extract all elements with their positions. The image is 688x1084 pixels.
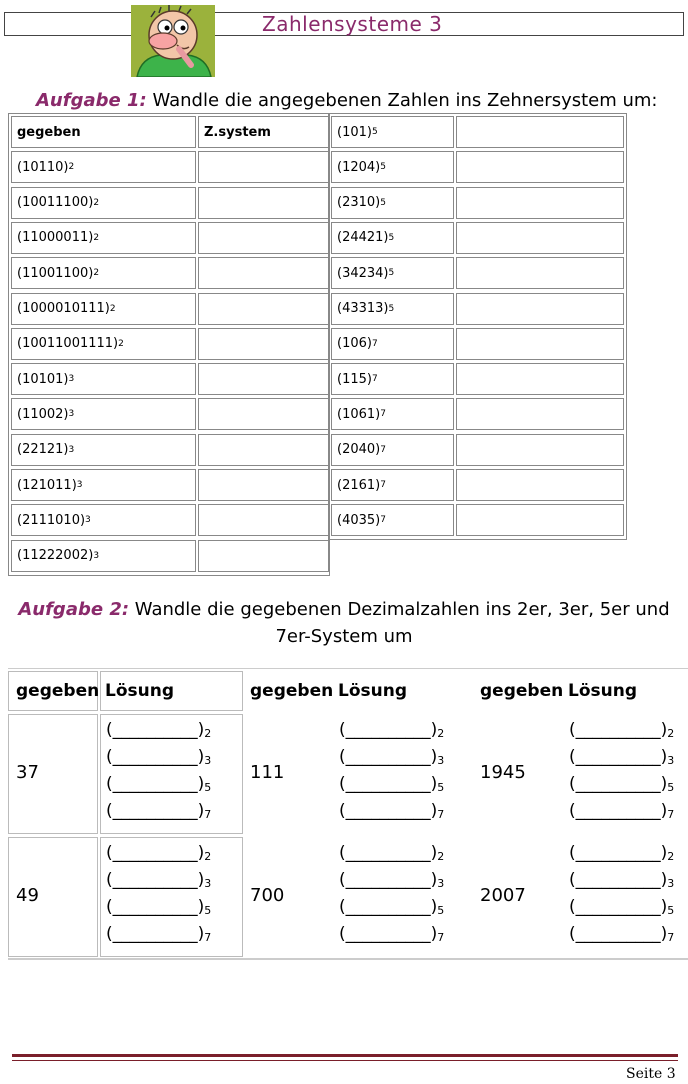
answer-blank[interactable] bbox=[569, 801, 674, 821]
answer-blank[interactable] bbox=[569, 897, 674, 917]
header-given: gegeben bbox=[250, 681, 334, 701]
blank-line[interactable]: (__________) bbox=[339, 924, 438, 944]
table-cell-given bbox=[11, 540, 196, 572]
header-given: gegeben bbox=[480, 681, 564, 701]
blank-line[interactable]: (__________) bbox=[106, 747, 205, 767]
given-number: (10110) bbox=[17, 159, 69, 175]
target-base: 5 bbox=[204, 781, 212, 794]
answer-cell[interactable] bbox=[456, 398, 624, 430]
table-cell-given bbox=[11, 222, 196, 254]
number-base: 3 bbox=[76, 480, 83, 490]
target-base: 2 bbox=[667, 850, 675, 863]
given-number: (22121) bbox=[17, 442, 69, 458]
blank-line[interactable]: (__________) bbox=[106, 801, 205, 821]
answer-blank[interactable] bbox=[106, 843, 211, 863]
answer-cell[interactable] bbox=[198, 540, 329, 572]
number-base: 2 bbox=[68, 162, 75, 173]
answer-cell[interactable] bbox=[456, 434, 624, 466]
target-base: 2 bbox=[204, 850, 212, 863]
answer-blank[interactable] bbox=[569, 924, 674, 944]
target-base: 5 bbox=[667, 904, 675, 917]
answer-cell[interactable] bbox=[198, 504, 329, 536]
blank-line[interactable]: (__________) bbox=[569, 720, 668, 740]
table-cell-given bbox=[331, 504, 454, 536]
answer-blank[interactable] bbox=[339, 924, 444, 944]
given-decimal: 2007 bbox=[480, 885, 526, 906]
thinking-face-icon bbox=[131, 5, 215, 77]
answer-blank[interactable] bbox=[339, 747, 444, 767]
answer-blank[interactable] bbox=[106, 924, 211, 944]
table-cell-given bbox=[11, 363, 196, 395]
answer-cell[interactable] bbox=[198, 434, 329, 466]
given-number: (43313) bbox=[337, 301, 389, 316]
given-number: (1000010111) bbox=[17, 301, 110, 316]
given-number: (1061) bbox=[337, 406, 381, 422]
given-number: (11002) bbox=[17, 406, 69, 422]
header-given: gegeben bbox=[16, 681, 100, 701]
number-base: 3 bbox=[68, 374, 75, 385]
answer-blank[interactable] bbox=[106, 801, 211, 821]
answer-cell[interactable] bbox=[198, 257, 329, 289]
task1-heading bbox=[36, 90, 658, 111]
number-base: 3 bbox=[68, 444, 75, 455]
given-number: (11000011) bbox=[17, 230, 94, 246]
target-base: 5 bbox=[437, 781, 445, 794]
table-cell-given bbox=[331, 328, 454, 360]
blank-line[interactable]: (__________) bbox=[339, 774, 438, 794]
header-solution: Lösung bbox=[568, 681, 638, 701]
number-base: 7 bbox=[380, 480, 386, 490]
given-number: (2040) bbox=[337, 442, 381, 458]
footer-rule-thin bbox=[12, 1060, 678, 1061]
footer-rule-thick bbox=[12, 1054, 678, 1057]
number-base: 7 bbox=[371, 338, 378, 349]
number-base: 2 bbox=[93, 197, 100, 208]
number-base: 7 bbox=[380, 515, 386, 526]
given-number: (121011) bbox=[17, 477, 77, 493]
given-number: (4035) bbox=[337, 512, 381, 528]
answer-cell[interactable] bbox=[456, 187, 624, 219]
blank-line[interactable]: (__________) bbox=[339, 870, 438, 890]
answer-blank[interactable] bbox=[106, 747, 211, 767]
answer-cell[interactable] bbox=[198, 187, 329, 219]
given-number: (1204) bbox=[337, 159, 381, 175]
number-base: 3 bbox=[68, 409, 75, 420]
answer-blank[interactable] bbox=[339, 774, 444, 794]
answer-blank[interactable] bbox=[106, 870, 211, 890]
given-number: (10011001111) bbox=[17, 336, 119, 352]
answer-blank[interactable] bbox=[569, 870, 674, 890]
blank-line[interactable]: (__________) bbox=[569, 774, 668, 794]
blank-line[interactable]: (__________) bbox=[106, 843, 205, 863]
target-base: 3 bbox=[437, 877, 445, 890]
target-base: 2 bbox=[437, 727, 445, 740]
table-cell-given bbox=[11, 328, 196, 360]
given-number: (24421) bbox=[337, 230, 389, 246]
blank-line[interactable]: (__________) bbox=[569, 870, 668, 890]
answer-cell[interactable] bbox=[198, 151, 329, 183]
target-base: 7 bbox=[667, 931, 675, 944]
blank-line[interactable]: (__________) bbox=[569, 843, 668, 863]
table-cell-given bbox=[11, 469, 196, 501]
answer-blank[interactable] bbox=[339, 870, 444, 890]
table-cell-given bbox=[11, 434, 196, 466]
table-cell-given bbox=[331, 151, 454, 183]
blank-line[interactable]: (__________) bbox=[569, 924, 668, 944]
answer-cell[interactable] bbox=[456, 293, 624, 325]
blank-line[interactable]: (__________) bbox=[569, 801, 668, 821]
number-base: 5 bbox=[388, 303, 395, 314]
answer-cell[interactable] bbox=[198, 328, 329, 360]
answer-blank[interactable] bbox=[106, 897, 211, 917]
target-base: 3 bbox=[437, 754, 445, 767]
blank-line[interactable]: (__________) bbox=[569, 897, 668, 917]
number-base: 5 bbox=[388, 232, 395, 243]
table-cell-given bbox=[331, 257, 454, 289]
given-number: (2161) bbox=[337, 477, 381, 493]
table-cell-given bbox=[331, 363, 454, 395]
number-base: 2 bbox=[118, 338, 124, 349]
given-number: (115) bbox=[337, 371, 372, 387]
answer-cell[interactable] bbox=[198, 398, 329, 430]
answer-cell[interactable] bbox=[456, 257, 624, 289]
answer-cell[interactable] bbox=[456, 116, 624, 148]
given-number: (11222002) bbox=[17, 548, 94, 564]
task2-instruction-line1: Wandle die gegebenen Dezimalzahlen ins 2er, 3er, 5er und bbox=[134, 599, 670, 620]
given-number: (11001100) bbox=[17, 265, 94, 281]
answer-cell[interactable] bbox=[456, 151, 624, 183]
answer-cell[interactable] bbox=[198, 222, 329, 254]
table-cell-given bbox=[331, 187, 454, 219]
table-cell-given bbox=[331, 293, 454, 325]
target-base: 2 bbox=[667, 727, 675, 740]
answer-cell[interactable] bbox=[456, 504, 624, 536]
answer-blank[interactable] bbox=[569, 774, 674, 794]
header-solution: Lösung bbox=[338, 681, 408, 701]
target-base: 3 bbox=[204, 754, 212, 767]
number-base: 7 bbox=[380, 444, 386, 455]
number-base: 3 bbox=[85, 515, 91, 526]
task2-table-top-rule bbox=[8, 668, 688, 669]
answer-blank[interactable] bbox=[339, 720, 444, 740]
table-cell-given bbox=[331, 434, 454, 466]
given-number: (101) bbox=[337, 124, 372, 140]
table-cell-given bbox=[11, 504, 196, 536]
target-base: 3 bbox=[204, 877, 212, 890]
answer-blank[interactable] bbox=[569, 843, 674, 863]
given-number: (2111010) bbox=[17, 512, 86, 528]
number-base: 5 bbox=[388, 268, 395, 279]
target-base: 7 bbox=[204, 931, 212, 944]
blank-line[interactable]: (__________) bbox=[106, 870, 205, 890]
answer-blank[interactable] bbox=[339, 801, 444, 821]
target-base: 7 bbox=[437, 808, 445, 821]
given-decimal: 49 bbox=[16, 885, 39, 906]
target-base: 3 bbox=[667, 877, 675, 890]
number-base: 7 bbox=[371, 374, 378, 385]
number-base: 2 bbox=[93, 268, 100, 279]
given-decimal: 1945 bbox=[480, 762, 526, 783]
blank-line[interactable]: (__________) bbox=[106, 774, 205, 794]
answer-cell[interactable] bbox=[456, 328, 624, 360]
table-cell-given bbox=[11, 398, 196, 430]
target-base: 5 bbox=[667, 781, 675, 794]
target-base: 7 bbox=[667, 808, 675, 821]
task2-instruction-line2: 7er-System um bbox=[275, 626, 413, 647]
blank-line[interactable]: (__________) bbox=[569, 747, 668, 767]
answer-blank[interactable] bbox=[106, 720, 211, 740]
given-number: (10101) bbox=[17, 371, 69, 387]
answer-blank[interactable] bbox=[339, 897, 444, 917]
target-base: 2 bbox=[204, 727, 212, 740]
header-system: Z.system bbox=[198, 116, 329, 148]
given-decimal: 111 bbox=[250, 762, 285, 783]
blank-line[interactable]: (__________) bbox=[106, 720, 205, 740]
answer-blank[interactable] bbox=[569, 747, 674, 767]
table-cell-given bbox=[331, 116, 454, 148]
answer-cell[interactable] bbox=[456, 363, 624, 395]
target-base: 7 bbox=[437, 931, 445, 944]
table-cell-given bbox=[11, 187, 196, 219]
number-base: 5 bbox=[371, 127, 378, 137]
number-base: 2 bbox=[93, 232, 100, 243]
task1-label: Aufgabe 1: bbox=[36, 90, 147, 111]
table-cell-given bbox=[11, 151, 196, 183]
number-base: 2 bbox=[109, 303, 116, 314]
header-given: gegeben bbox=[11, 116, 196, 148]
given-decimal: 37 bbox=[16, 762, 39, 783]
blank-line[interactable]: (__________) bbox=[106, 924, 205, 944]
blank-line[interactable]: (__________) bbox=[339, 843, 438, 863]
blank-line[interactable]: (__________) bbox=[339, 747, 438, 767]
answer-cell[interactable] bbox=[198, 469, 329, 501]
task2-heading bbox=[0, 596, 688, 650]
answer-cell[interactable] bbox=[198, 293, 329, 325]
task2-table-bottom-rule bbox=[8, 958, 688, 960]
target-base: 2 bbox=[437, 850, 445, 863]
answer-blank[interactable] bbox=[339, 843, 444, 863]
target-base: 5 bbox=[437, 904, 445, 917]
table-cell-given bbox=[11, 257, 196, 289]
header-solution: Lösung bbox=[105, 681, 175, 701]
table-cell-given bbox=[331, 469, 454, 501]
number-base: 5 bbox=[380, 197, 386, 208]
answer-cell[interactable] bbox=[456, 469, 624, 501]
table-cell-given bbox=[11, 293, 196, 325]
answer-blank[interactable] bbox=[106, 774, 211, 794]
blank-line[interactable]: (__________) bbox=[339, 801, 438, 821]
given-number: (106) bbox=[337, 336, 372, 352]
page-title: Zahlensysteme 3 bbox=[262, 12, 443, 36]
number-base: 7 bbox=[380, 409, 386, 420]
blank-line[interactable]: (__________) bbox=[106, 897, 205, 917]
blank-line[interactable]: (__________) bbox=[339, 897, 438, 917]
answer-cell[interactable] bbox=[456, 222, 624, 254]
task2-label: Aufgabe 2: bbox=[18, 599, 130, 620]
given-decimal: 700 bbox=[250, 885, 285, 906]
target-base: 3 bbox=[667, 754, 675, 767]
given-number: (34234) bbox=[337, 265, 389, 281]
number-base: 3 bbox=[93, 550, 100, 561]
target-base: 5 bbox=[204, 904, 212, 917]
given-number: (10011100) bbox=[17, 195, 94, 211]
page-number: Seite 3 bbox=[626, 1066, 676, 1082]
answer-blank[interactable] bbox=[569, 720, 674, 740]
given-number: (2310) bbox=[337, 195, 381, 211]
blank-line[interactable]: (__________) bbox=[339, 720, 438, 740]
number-base: 5 bbox=[380, 162, 386, 173]
answer-cell[interactable] bbox=[198, 363, 329, 395]
table-cell-given bbox=[331, 222, 454, 254]
table-cell-given bbox=[331, 398, 454, 430]
target-base: 7 bbox=[204, 808, 212, 821]
task1-instruction: Wandle die angegebenen Zahlen ins Zehnersystem um: bbox=[152, 90, 658, 111]
